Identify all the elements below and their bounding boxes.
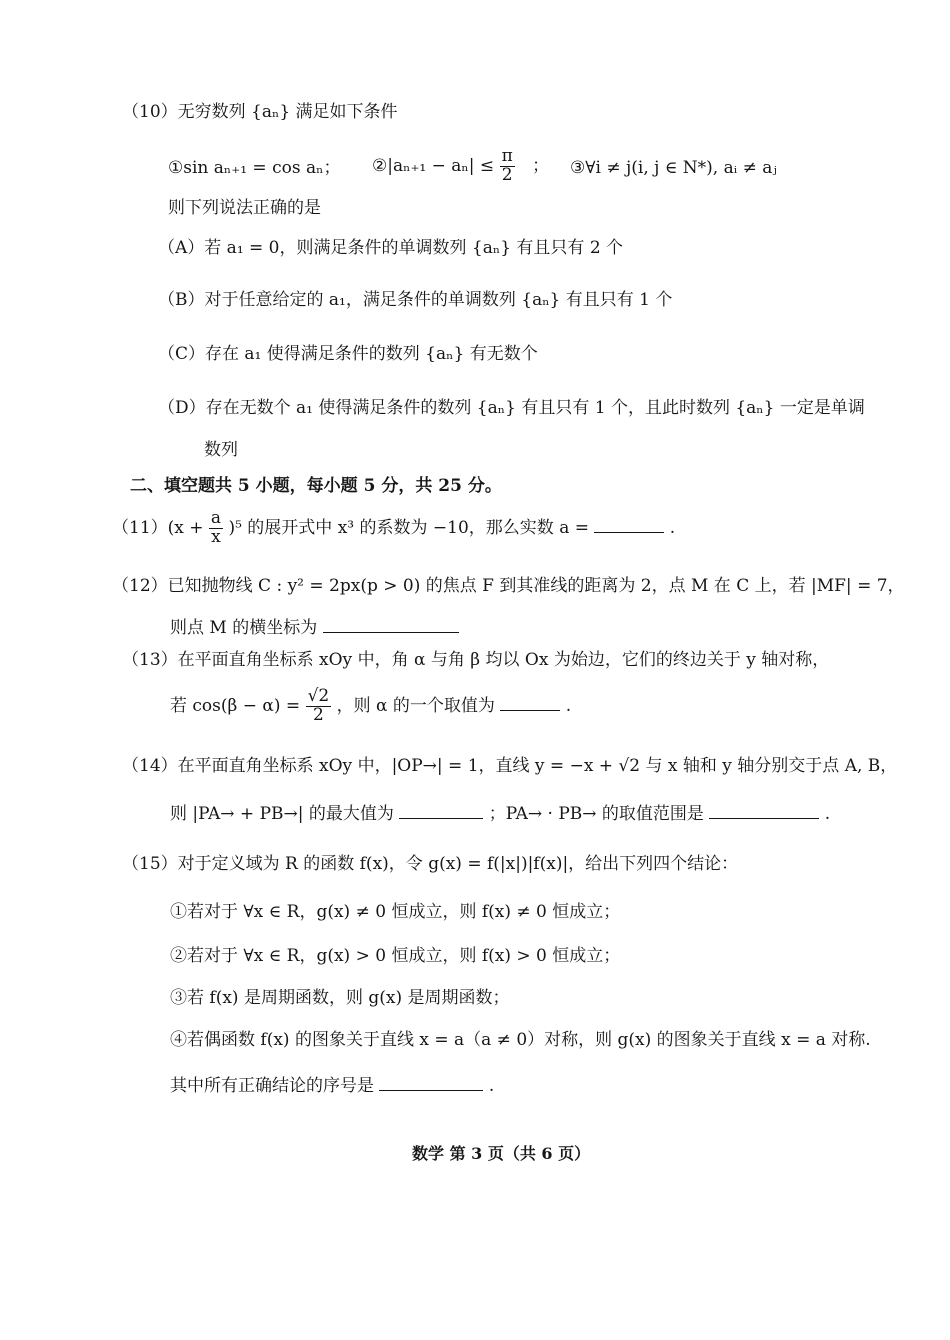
q10-condition-2	[372, 148, 549, 185]
q10-option-d-continued: 数列	[204, 440, 238, 460]
q12-line-1: （12）已知抛物线 C : y² = 2px(p > 0) 的焦点 F 到其准线的距离为 2，点 M 在 C 上，若 |MF| = 7，	[112, 576, 905, 596]
q14-answer-blank-2	[709, 817, 819, 819]
q10-condition-3: ③∀i ≠ j(i, j ∈ N*), aᵢ ≠ aⱼ	[570, 158, 777, 178]
q10-prompt: 则下列说法正确的是	[168, 198, 321, 218]
page-footer: 数学 第 3 页（共 6 页）	[412, 1144, 591, 1163]
q14-answer-blank-1	[399, 817, 483, 819]
q11-text-b: )⁵ 的展开式中 x³ 的系数为 −10，那么实数 a =	[228, 517, 589, 538]
q11-text-a: （11）(x +	[112, 517, 204, 538]
q10-option-a: （A）若 a₁ = 0，则满足条件的单调数列 {aₙ} 有且只有 2 个	[158, 238, 624, 258]
q12-line-2	[170, 618, 459, 638]
fraction-numerator: a	[210, 508, 222, 528]
q13-line-2	[170, 688, 571, 725]
q13-text-b: ，则 α 的一个取值为	[336, 695, 495, 716]
q14-period: .	[824, 804, 831, 824]
q15-final-text: 其中所有正确结论的序号是	[170, 1076, 374, 1096]
q14-text-b: ；PA→ · PB→ 的取值范围是	[488, 804, 704, 824]
fraction-denominator: 2	[501, 164, 513, 185]
q15-period: .	[488, 1076, 495, 1096]
q15-stem: （15）对于定义域为 R 的函数 f(x)，令 g(x) = f(|x|)|f(x)|，给出下列四个结论：	[122, 854, 739, 874]
q14-line-2	[170, 804, 830, 824]
q11-answer-blank	[594, 531, 664, 533]
q13-answer-blank	[500, 709, 560, 711]
q12-text: 则点 M 的横坐标为	[170, 618, 318, 638]
q13-fraction	[306, 688, 332, 725]
q14-text-a: 则 |PA→ + PB→| 的最大值为	[170, 804, 394, 824]
q14-line-1: （14）在平面直角坐标系 xOy 中，|OP→| = 1，直线 y = −x + √2 与 x 轴和 y 轴分别交于点 A, B，	[122, 756, 898, 776]
q15-final	[170, 1076, 494, 1096]
section-heading: 二、填空题共 5 小题，每小题 5 分，共 25 分。	[130, 476, 502, 496]
fraction-denominator: x	[211, 526, 221, 547]
q15-conclusion-2: ②若对于 ∀x ∈ R，g(x) > 0 恒成立，则 f(x) > 0 恒成立；	[170, 946, 621, 966]
q15-conclusion-4: ④若偶函数 f(x) 的图象关于直线 x = a（a ≠ 0）对称，则 g(x) 的图象关于直线 x = a 对称.	[170, 1030, 871, 1050]
q11-fraction	[209, 510, 223, 547]
q10-condition-1: ①sin aₙ₊₁ = cos aₙ；	[168, 158, 341, 178]
q10-option-d: （D）存在无数个 a₁ 使得满足条件的数列 {aₙ} 有且只有 1 个，且此时数列 {aₙ} 一定是单调	[158, 398, 865, 418]
q11-period: .	[669, 517, 676, 538]
q10-condition-2-text: ②|aₙ₊₁ − aₙ| ≤	[372, 155, 495, 176]
q10-condition-2-semicolon: ；	[532, 155, 550, 176]
q15-conclusion-1: ①若对于 ∀x ∈ R，g(x) ≠ 0 恒成立，则 f(x) ≠ 0 恒成立；	[170, 902, 621, 922]
q12-answer-blank	[323, 631, 459, 633]
q10-condition-2-fraction	[500, 148, 515, 185]
q10-option-b: （B）对于任意给定的 a₁，满足条件的单调数列 {aₙ} 有且只有 1 个	[158, 290, 673, 310]
q13-text-a: 若 cos(β − α) =	[170, 695, 301, 716]
q10-stem: （10）无穷数列 {aₙ} 满足如下条件	[122, 102, 398, 122]
q10-option-c: （C）存在 a₁ 使得满足条件的数列 {aₙ} 有无数个	[158, 344, 538, 364]
q15-answer-blank	[379, 1089, 483, 1091]
fraction-denominator: 2	[312, 704, 324, 725]
fraction-numerator: π	[501, 146, 513, 166]
q15-conclusion-3: ③若 f(x) 是周期函数，则 g(x) 是周期函数；	[170, 988, 510, 1008]
q13-period: .	[565, 695, 572, 716]
q11	[112, 510, 675, 547]
q13-line-1: （13）在平面直角坐标系 xOy 中，角 α 与角 β 均以 Ox 为始边，它们的终边关于 y 轴对称，	[122, 650, 830, 670]
fraction-numerator: √2	[307, 686, 330, 706]
